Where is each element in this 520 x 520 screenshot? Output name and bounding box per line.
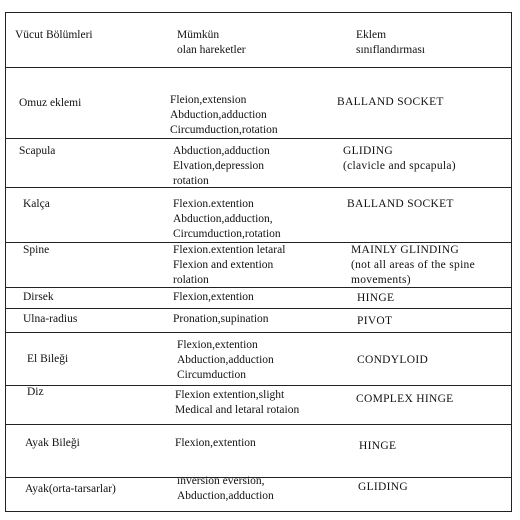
row-body-part: Diz [27,386,44,398]
header-body-part: Vücut Bölümleri [15,29,93,41]
row-movements: Flexion,extention Abduction,adduction Circumduction [177,339,274,381]
row-classification: BALLAND SOCKET [347,198,454,210]
row-classification: HINGE [357,292,395,304]
row-divider [5,138,512,139]
row-classification: BALLAND SOCKET [337,96,444,108]
row-classification: MAINLY GLINDING (not all areas of the spine movements) [351,244,476,286]
row-classification: COMPLEX HINGE [356,393,454,405]
row-divider [5,385,512,386]
row-movements: Flexion extention,slight Medical and letaral rotaion [175,389,300,416]
row-classification: CONDYLOID [357,354,429,366]
row-classification: GLIDING (clavicle and spcapula) [343,145,456,172]
row-classification: PIVOT [357,315,393,327]
row-movements: Pronation,supination [173,313,269,325]
row-movements: Flexion,extention [175,437,256,449]
row-body-part: Spine [23,244,50,256]
row-movements: ınversion eversion, Abduction,adduction [177,475,274,502]
row-divider [5,308,512,309]
table-border-right [511,12,512,512]
row-divider [5,67,512,68]
row-classification: GLIDING [358,481,409,493]
row-body-part: Scapula [19,145,56,157]
row-body-part: El Bileği [27,353,69,365]
header-movements: Mümkün olan hareketler [177,29,246,56]
table-border-bottom [5,511,512,512]
table-border-top [5,12,512,13]
row-body-part: Ulna-radius [23,313,78,325]
table-border-left [5,12,6,512]
row-movements: Flexion,extention [173,291,254,303]
row-movements: Flexion.extention letaral Flexion and extention rolation [173,244,286,286]
row-divider [5,332,512,333]
row-body-part: Kalça [23,198,50,210]
row-movements: Abduction,adduction Elvation,depression rotation [173,145,270,187]
row-body-part: Ayak(orta-tarsarlar) [25,483,116,495]
row-body-part: Dirsek [23,291,54,303]
row-movements: Flexion.extention Abduction,adduction, Circumduction,rotation [173,198,281,240]
row-movements: Fleion,extension Abduction,adduction Circumduction,rotation [170,94,278,136]
row-divider [5,424,512,425]
joint-classification-table [5,12,512,512]
row-classification: HINGE [359,440,397,452]
row-body-part: Omuz eklemi [19,97,82,109]
header-classification: Eklem sınıflandırması [356,29,425,56]
row-body-part: Ayak Bileği [25,437,80,449]
